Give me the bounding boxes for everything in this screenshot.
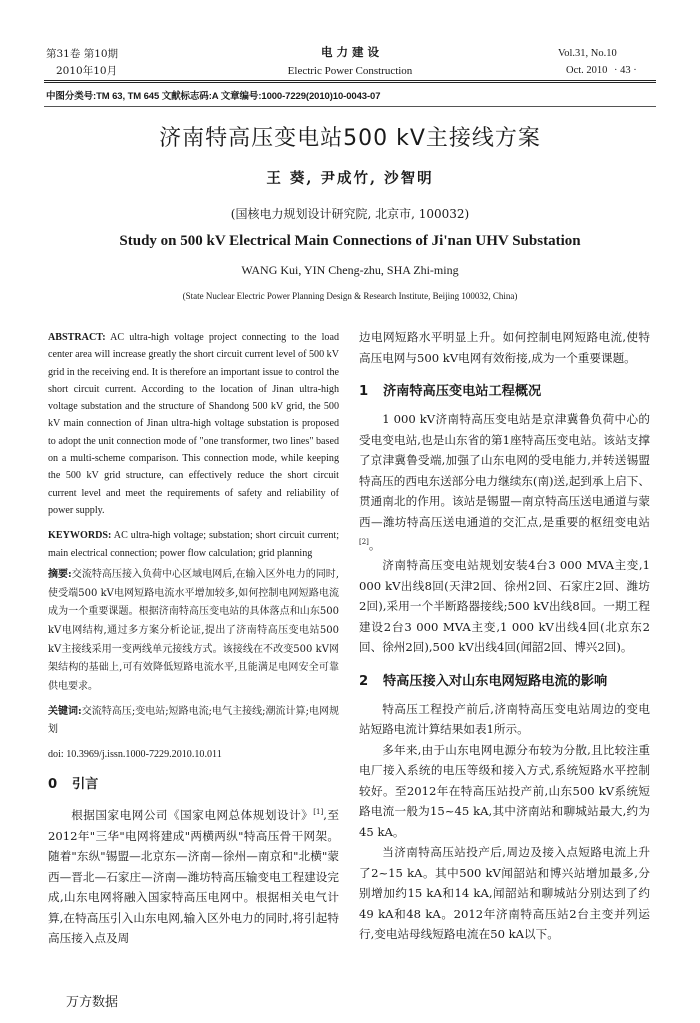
doi: doi: 10.3969/j.issn.1000-7229.2010.10.011 xyxy=(48,749,222,761)
section-0-continuation: 边电网短路水平明显上升。如何控制电网短路电流,使特高压电网与500 kV电网有效衔接,成为一个重要课题。 xyxy=(359,330,650,365)
journal-title-cn: 电 力 建 设 xyxy=(320,45,379,59)
keywords-text: AC ultra-high voltage; substation; short circuit current; main electrical connection; power flow calculation; grid planning xyxy=(48,530,339,559)
section-1-number: 1 xyxy=(359,384,369,399)
abstract-cn xyxy=(48,566,339,697)
section-0-title: 引言 xyxy=(72,777,99,793)
section-2-paragraph-1: 特高压工程投产前后,济南特高压变电站周边的变电站短路电流计算结果如表1所示。 xyxy=(359,701,650,737)
keywords-label: KEYWORDS: xyxy=(48,530,112,542)
left-column xyxy=(48,329,339,949)
section-0-number: 0 xyxy=(48,777,58,793)
keywords-cn-text: 交流特高压;变电站;短路电流;电气主接线;潮流计算;电网规划 xyxy=(48,705,339,736)
section-1-paragraph-1 xyxy=(359,409,650,555)
title-en: Study on 500 kV Electrical Main Connections of Ji'nan UHV Substation xyxy=(119,233,581,249)
section-2-number: 2 xyxy=(359,673,369,689)
page-title: 济南特高压变电站500 kV主接线方案 xyxy=(159,126,541,151)
authors-en: WANG Kui, YIN Cheng-zhu, SHA Zhi-ming xyxy=(241,263,459,277)
section-1-paragraph-2: 济南特高压变电站规划安装4台3 000 MVA主变,1 000 kV出线8回(天津2回、徐州2回、石家庄2回、潍坊2回),采用一个半断路器接线;500 kV出线8回。一期工程建设2台3 000 MVA主变,1 000 kV出线4回(北京东2回、徐州2回),500 kV出线4回(闻韶2回、博兴2回)。 xyxy=(359,558,650,655)
journal-title-en: Electric Power Construction xyxy=(287,65,413,77)
header-rule-2 xyxy=(44,82,656,83)
section-0-text: 根据国家电网公司《国家电网总体规划设计》 xyxy=(71,808,314,823)
section-2-paragraph-3: 当济南特高压站投产后,周边及接入点短路电流上升了2~15 kA。其中500 kV闻韶站和博兴站增加最多,分别增加约15 kA和14 kA,闻韶站和聊城站分别达到了约49 kA和48 kA。2012年济南特高压站2台主变并列运行,变电站母线短路电流在50 kA以下。 xyxy=(359,845,650,942)
section-0-paragraph xyxy=(48,802,339,948)
volume-issue-en: Vol.31, No.10 xyxy=(558,48,617,59)
keywords-en xyxy=(48,527,339,562)
header-rule xyxy=(44,80,656,81)
section-1-text-end: 。 xyxy=(368,537,381,552)
affiliation-en: (State Nuclear Electric Power Planning Design & Research Institute, Beijing 100032, China) xyxy=(182,291,518,301)
section-2-paragraph-2: 多年来,由于山东电网电源分布较为分散,且比较注重电厂接入系统的电压等级和接入方式,系统短路水平控制较好。至2012年在特高压站投产前,山东500 kV系统短路电流一般为15~45 kA,其中济南站和聊城站最大,约为45 kA。 xyxy=(359,742,650,839)
section-0-text-rest: ,至2012年"三华"电网将建成"两横两纵"特高压骨干网架。随着"东纵"锡盟—北京东—济南—徐州—南京和"北横"蒙西—晋北—石家庄—济南—潍坊特高压输变电工程建设完成,山东电网将融入国家特高压电网中。根据相关电气计算,在特高压引入山东电网,输入区外电力的同时,将引起特高压接入点及周 xyxy=(48,808,339,946)
publication-date: 2010年10月 xyxy=(56,65,118,77)
right-column xyxy=(359,327,650,945)
abstract-text: AC ultra-high voltage project connecting to the load center area will increase greatly the short circuit current level of 500 kV grid in the receiving end. It is therefore an important issue to control the short circuit current. According to the location of Jinan ultra-high voltage substation and the structure of Shandong 500 kV grid, the 500 kV main connection of Jinan ultra-high voltage substation is proposed to adopt the unit connection mode of "one transformer, two lines" based on a multi-scheme comparison. This connection mode, while keeping the 500 kV grid structure, can effectively reduce the short circuit current level and meet the requirements of safety and reliability of power supply. xyxy=(48,332,339,516)
abstract-cn-label: 摘要: xyxy=(48,568,72,580)
keywords-cn xyxy=(48,703,339,740)
reference-2: [2] xyxy=(359,538,369,546)
page-number: · 43 · xyxy=(614,65,637,76)
keywords-cn-label: 关键词: xyxy=(48,705,82,717)
section-1-text: 1 000 kV济南特高压变电站是京津冀鲁负荷中心的受电变电站,也是山东省的第1座特高压变电站。该站支撑了京津冀鲁受端,加强了山东电网的受电能力,并转送锡盟特高压的西电东送部分电力继续东(南)送,起到承上启下、贯通南北的作用。该站是锡盟—南京特高压送电通道与蒙西—潍坊特高压送电通道的交汇点,是重要的枢纽变电站 xyxy=(359,412,650,529)
authors-cn: 王 葵, 尹成竹, 沙智明 xyxy=(266,170,434,187)
abstract-cn-text: 交流特高压接入负荷中心区域电网后,在输入区外电力的同时,使受端500 kV电网短路电流水平增加较多,如何控制电网短路电流成为一个重要课题。根据济南特高压变电站的具体落点和山东500 kV电网结构,通过多方案分析论证,提出了济南特高压变电站500 kV主接线采用一变两线单元接线方式。该接线在不改变500 kV网架结构的基础上,可有效降低短路电流水平,且能满足电网安全可靠供电要求。 xyxy=(48,568,339,693)
affiliation-cn: (国核电力规划设计研究院, 北京市, 100032) xyxy=(230,207,470,221)
classification-line: 中图分类号:TM 63, TM 645 文献标志码:A 文章编号:1000-7229(2010)10-0043-07 xyxy=(46,91,381,102)
date-en: Oct. 2010 xyxy=(566,65,608,76)
abstract-en xyxy=(48,329,339,519)
section-1-title: 济南特高压变电站工程概况 xyxy=(383,384,542,399)
watermark-footer: 万方数据 xyxy=(66,995,119,1010)
volume-issue: 第31卷 第10期 xyxy=(46,48,119,60)
classification-rule xyxy=(44,106,656,107)
section-2-title: 特高压接入对山东电网短路电流的影响 xyxy=(383,673,608,689)
section-1-heading xyxy=(359,380,650,399)
reference-1: [1] xyxy=(313,808,324,817)
section-0-heading xyxy=(48,773,339,792)
section-2-heading xyxy=(359,670,650,689)
abstract-label: ABSTRACT: xyxy=(48,332,106,343)
